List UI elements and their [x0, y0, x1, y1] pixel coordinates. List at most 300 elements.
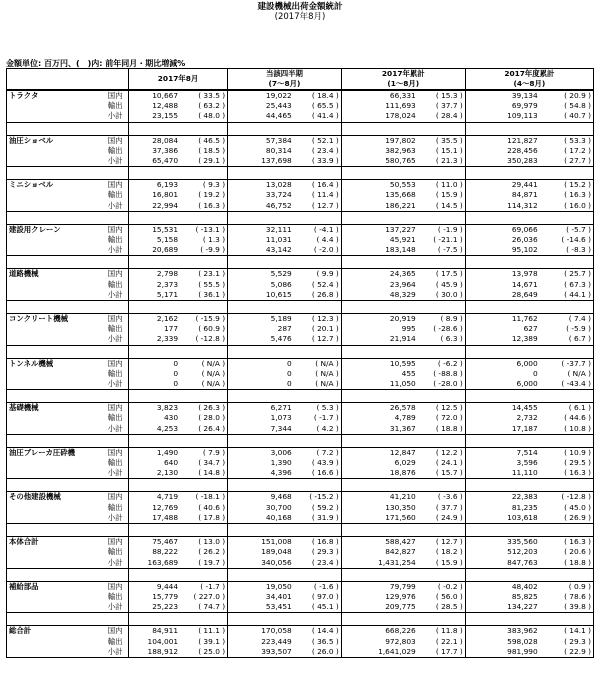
amount-cell: 5,529 — [228, 269, 294, 280]
row-label: 小計 — [106, 290, 129, 301]
amount-cell: 183,148 — [341, 245, 417, 256]
category-name — [7, 146, 106, 156]
row-label: 小計 — [106, 647, 129, 658]
spacer-cell — [418, 524, 466, 537]
category-name: トラクタ — [7, 90, 106, 101]
change-pct-cell: ( 39.1 ) — [198, 636, 226, 646]
change-pct-cell: ( 36.1 ) — [180, 290, 228, 301]
category-name — [7, 513, 106, 524]
change-pct-cell: ( 16.6 ) — [294, 468, 342, 479]
table-body — [7, 90, 594, 657]
change-pct-cell: ( 37.7 ) — [435, 502, 463, 512]
category-name: 道路機械 — [7, 269, 106, 280]
group-spacer — [7, 167, 594, 180]
table-row — [7, 334, 594, 345]
spacer-cell — [465, 345, 539, 358]
change-pct-cell: ( 12.7 ) — [418, 537, 466, 548]
change-pct-cell: ( -28.6 ) — [433, 324, 463, 334]
category-name — [7, 602, 106, 613]
table-row — [7, 135, 594, 146]
table-row — [7, 513, 594, 524]
change-pct-cell: ( 12.3 ) — [294, 314, 342, 325]
table-row — [7, 245, 594, 256]
table-row — [7, 290, 594, 301]
amount-cell: 15,779 — [128, 592, 180, 602]
change-pct-cell: ( 6.1 ) — [540, 403, 594, 414]
row-label: 小計 — [106, 334, 129, 345]
category-name: その他建設機械 — [7, 492, 106, 503]
change-pct-cell: ( 22.1 ) — [435, 636, 463, 646]
spacer-cell — [341, 434, 417, 447]
spacer-cell — [228, 613, 294, 626]
change-pct-cell: ( 15.7 ) — [418, 468, 466, 479]
amount-cell: 2,130 — [128, 468, 180, 479]
change-pct-cell: ( -1.9 ) — [418, 224, 466, 235]
spacer-cell — [465, 434, 539, 447]
change-pct-cell: ( 11.8 ) — [418, 626, 466, 637]
row-label: 国内 — [106, 403, 129, 414]
row-label: 小計 — [106, 513, 129, 524]
category-name — [7, 379, 106, 390]
spacer-cell — [128, 479, 180, 492]
amount-cell: 847,763 — [465, 558, 539, 569]
change-pct-cell: ( N/A ) — [180, 379, 228, 390]
change-pct-cell: ( -12.8 ) — [180, 334, 228, 345]
spacer-cell — [7, 479, 106, 492]
amount-cell: 34,401 — [228, 592, 294, 602]
row-label: 輸出 — [107, 458, 123, 468]
amount-cell: 57,384 — [228, 135, 294, 146]
amount-cell: 4,396 — [228, 468, 294, 479]
change-pct-cell: ( 41.4 ) — [294, 111, 342, 122]
spacer-cell — [228, 524, 294, 537]
change-pct-cell: ( 20.6 ) — [540, 547, 594, 557]
amount-cell: 84,911 — [128, 626, 180, 637]
spacer-cell — [418, 256, 466, 269]
change-pct-cell: ( 72.0 ) — [435, 413, 463, 423]
change-pct-cell: ( N/A ) — [540, 369, 594, 379]
category-name — [7, 235, 106, 245]
amount-cell: 627 — [465, 324, 539, 334]
group-spacer — [7, 524, 594, 537]
change-pct-cell: ( 11.4 ) — [311, 190, 339, 200]
change-pct-cell: ( 17.8 ) — [180, 513, 228, 524]
change-pct-cell: ( 6.3 ) — [418, 334, 466, 345]
change-pct-cell: ( 23.1 ) — [180, 269, 228, 280]
header-blank — [7, 69, 129, 91]
amount-cell: 430 — [128, 413, 180, 423]
row-label: 輸出 — [107, 324, 123, 334]
change-pct-cell: ( 14.4 ) — [294, 626, 342, 637]
spacer-cell — [294, 167, 342, 180]
change-pct-cell: ( 26.4 ) — [180, 424, 228, 435]
table-row — [7, 492, 594, 503]
change-pct-cell: ( 4.4 ) — [316, 235, 339, 245]
spacer-cell — [540, 434, 594, 447]
amount-cell: 37,386 — [128, 146, 180, 156]
row-label: 輸出 — [107, 502, 123, 512]
amount-cell: 209,775 — [341, 602, 417, 613]
spacer-cell — [7, 211, 106, 224]
spacer-cell — [128, 524, 180, 537]
header-fiscal-cumulative — [465, 69, 593, 91]
change-pct-cell: ( 54.8 ) — [540, 101, 594, 111]
spacer-cell — [294, 345, 342, 358]
spacer-cell — [7, 301, 106, 314]
spacer-cell — [540, 211, 594, 224]
spacer-cell — [540, 345, 594, 358]
amount-cell: 104,001 — [128, 637, 180, 647]
amount-cell: 350,283 — [465, 156, 539, 167]
amount-cell: 11,110 — [465, 468, 539, 479]
amount-cell: 13,028 — [228, 180, 294, 191]
category-name — [7, 592, 106, 602]
change-pct-cell: ( 12.7 ) — [294, 334, 342, 345]
spacer-cell — [180, 211, 228, 224]
change-pct-cell: ( 34.7 ) — [198, 458, 226, 468]
change-pct-cell: ( 28.4 ) — [418, 111, 466, 122]
spacer-cell — [180, 434, 228, 447]
spacer-cell — [418, 434, 466, 447]
amount-cell: 287 — [228, 324, 294, 334]
change-pct-cell: ( 10.9 ) — [540, 447, 594, 458]
spacer-cell — [7, 167, 106, 180]
category-name: コンクリート機械 — [7, 314, 106, 325]
change-pct-cell: ( N/A ) — [294, 379, 342, 390]
spacer-cell — [106, 479, 129, 492]
row-label: 輸出 — [107, 279, 123, 289]
spacer-cell — [106, 211, 129, 224]
spacer-cell — [128, 390, 180, 403]
spacer-cell — [106, 122, 129, 135]
amount-cell: 0 — [228, 369, 294, 379]
change-pct-cell: ( 65.5 ) — [311, 101, 339, 111]
amount-cell: 20,689 — [128, 245, 180, 256]
category-name — [7, 280, 106, 290]
spacer-cell — [228, 211, 294, 224]
row-label: 小計 — [106, 156, 129, 167]
change-pct-cell: ( 33.9 ) — [294, 156, 342, 167]
amount-cell: 5,158 — [128, 235, 180, 245]
category-name — [7, 334, 106, 345]
category-name — [7, 503, 106, 513]
amount-cell: 26,578 — [341, 403, 417, 414]
amount-cell: 23,964 — [341, 280, 417, 290]
amount-cell: 0 — [128, 358, 180, 369]
change-pct-cell: ( 17.2 ) — [540, 146, 594, 156]
change-pct-cell: ( -5.9 ) — [540, 324, 594, 334]
amount-cell: 85,825 — [465, 592, 539, 602]
spacer-cell — [540, 524, 594, 537]
change-pct-cell: ( 7.2 ) — [294, 447, 342, 458]
change-pct-cell: ( 19.7 ) — [180, 558, 228, 569]
change-pct-cell: ( -21.1 ) — [433, 235, 463, 245]
change-pct-cell: ( 9.3 ) — [180, 180, 228, 191]
amount-cell: 972,803 — [341, 637, 417, 647]
change-pct-cell: ( 21.3 ) — [418, 156, 466, 167]
change-pct-cell: ( -12.8 ) — [540, 492, 594, 503]
spacer-cell — [228, 390, 294, 403]
table-row — [7, 369, 594, 379]
group-spacer — [7, 345, 594, 358]
change-pct-cell: ( 60.9 ) — [198, 324, 226, 334]
change-pct-cell: ( 16.3 ) — [540, 468, 594, 479]
category-name — [7, 547, 106, 557]
amount-cell: 177 — [128, 324, 180, 334]
spacer-cell — [180, 256, 228, 269]
spacer-cell — [465, 479, 539, 492]
amount-cell: 598,028 — [465, 637, 539, 647]
category-name — [7, 290, 106, 301]
amount-cell: 382,963 — [341, 146, 417, 156]
change-pct-cell: ( 16.4 ) — [294, 180, 342, 191]
row-label: 輸出 — [107, 101, 123, 111]
spacer-cell — [418, 167, 466, 180]
spacer-cell — [341, 122, 417, 135]
change-pct-cell: ( 16.0 ) — [540, 201, 594, 212]
change-pct-cell: ( -88.8 ) — [433, 368, 463, 378]
amount-cell: 6,193 — [128, 180, 180, 191]
change-pct-cell: ( 28.0 ) — [198, 413, 226, 423]
amount-cell: 6,000 — [465, 358, 539, 369]
change-pct-cell: ( 17.7 ) — [418, 647, 466, 658]
spacer-cell — [341, 256, 417, 269]
spacer-cell — [180, 568, 228, 581]
table-row — [7, 447, 594, 458]
spacer-cell — [106, 256, 129, 269]
group-spacer — [7, 122, 594, 135]
amount-cell: 25,443 — [228, 101, 294, 111]
change-pct-cell: ( 24.1 ) — [435, 458, 463, 468]
spacer-cell — [228, 568, 294, 581]
spacer-cell — [106, 524, 129, 537]
change-pct-cell: ( 15.3 ) — [418, 90, 466, 101]
spacer-cell — [540, 390, 594, 403]
amount-cell: 512,203 — [465, 547, 539, 557]
spacer-cell — [228, 345, 294, 358]
change-pct-cell: ( 18.8 ) — [540, 558, 594, 569]
spacer-cell — [341, 345, 417, 358]
category-name — [7, 369, 106, 379]
spacer-cell — [341, 211, 417, 224]
spacer-cell — [180, 122, 228, 135]
category-name — [7, 458, 106, 468]
change-pct-cell: ( 26.3 ) — [180, 403, 228, 414]
amount-cell: 32,111 — [228, 224, 294, 235]
change-pct-cell: ( 63.2 ) — [198, 101, 226, 111]
spacer-cell — [294, 122, 342, 135]
header-text: 当該四半期 — [265, 69, 303, 78]
spacer-cell — [180, 390, 228, 403]
category-name: 基礎機械 — [7, 403, 106, 414]
category-name: 油圧ブレーカ圧砕機 — [7, 447, 106, 458]
header-month — [128, 69, 227, 91]
row-label: 国内 — [106, 90, 129, 101]
change-pct-cell: ( 28.5 ) — [418, 602, 466, 613]
amount-cell: 580,765 — [341, 156, 417, 167]
spacer-cell — [465, 167, 539, 180]
change-pct-cell: ( N/A ) — [315, 368, 339, 378]
row-label: 国内 — [106, 447, 129, 458]
change-pct-cell: ( 1.3 ) — [202, 235, 226, 245]
amount-cell: 135,668 — [341, 190, 417, 200]
amount-cell: 75,467 — [128, 537, 180, 548]
change-pct-cell: ( 12.7 ) — [294, 201, 342, 212]
change-pct-cell: ( 12.5 ) — [418, 403, 466, 414]
amount-cell: 0 — [465, 369, 539, 379]
change-pct-cell: ( 24.9 ) — [418, 513, 466, 524]
unit-note: 金額単位: 百万円、( )内: 前年同月・期比増減% — [6, 59, 186, 68]
amount-cell: 31,367 — [341, 424, 417, 435]
change-pct-cell: ( 67.3 ) — [540, 280, 594, 290]
category-name: 補給部品 — [7, 581, 106, 592]
spacer-cell — [180, 301, 228, 314]
amount-cell: 340,056 — [228, 558, 294, 569]
spacer-cell — [418, 390, 466, 403]
change-pct-cell: ( 8.9 ) — [418, 314, 466, 325]
change-pct-cell: ( 16.3 ) — [540, 190, 594, 200]
change-pct-cell: ( 27.7 ) — [540, 156, 594, 167]
spacer-cell — [228, 256, 294, 269]
table-row — [7, 90, 594, 101]
amount-cell: 66,331 — [341, 90, 417, 101]
category-name — [7, 637, 106, 647]
amount-cell: 137,227 — [341, 224, 417, 235]
spacer-cell — [540, 568, 594, 581]
spacer-cell — [465, 122, 539, 135]
header-text: 2017年8月 — [157, 74, 199, 83]
amount-cell: 53,451 — [228, 602, 294, 613]
change-pct-cell: ( 25.0 ) — [180, 647, 228, 658]
category-name — [7, 424, 106, 435]
amount-cell: 81,235 — [465, 503, 539, 513]
amount-cell: 223,449 — [228, 637, 294, 647]
spacer-cell — [7, 390, 106, 403]
change-pct-cell: ( 7.4 ) — [540, 314, 594, 325]
row-label: 輸出 — [107, 413, 123, 423]
change-pct-cell: ( -1.7 ) — [180, 581, 228, 592]
change-pct-cell: ( 35.5 ) — [418, 135, 466, 146]
row-label: 国内 — [106, 492, 129, 503]
table-row — [7, 269, 594, 280]
amount-cell: 41,210 — [341, 492, 417, 503]
table-row — [7, 314, 594, 325]
spacer-cell — [128, 345, 180, 358]
change-pct-cell: ( -8.3 ) — [540, 245, 594, 256]
header-text: 2017年度累計 — [504, 69, 555, 78]
spacer-cell — [180, 345, 228, 358]
amount-cell: 2,339 — [128, 334, 180, 345]
spacer-cell — [128, 613, 180, 626]
spacer-cell — [106, 434, 129, 447]
amount-cell: 6,029 — [341, 458, 417, 468]
spacer-cell — [106, 167, 129, 180]
amount-cell: 80,314 — [228, 146, 294, 156]
change-pct-cell: ( 16.3 ) — [540, 537, 594, 548]
table-row — [7, 637, 594, 647]
category-name: 建設用クレーン — [7, 224, 106, 235]
row-label: 輸出 — [107, 591, 123, 601]
category-name — [7, 201, 106, 212]
spacer-cell — [7, 256, 106, 269]
change-pct-cell: ( -5.7 ) — [540, 224, 594, 235]
change-pct-cell: ( 19.2 ) — [198, 190, 226, 200]
change-pct-cell: ( 0.9 ) — [540, 581, 594, 592]
amount-cell: 13,978 — [465, 269, 539, 280]
spacer-cell — [128, 122, 180, 135]
change-pct-cell: ( 36.5 ) — [311, 636, 339, 646]
spacer-cell — [228, 479, 294, 492]
amount-cell: 10,667 — [128, 90, 180, 101]
change-pct-cell: ( -3.6 ) — [418, 492, 466, 503]
header-quarter — [228, 69, 342, 91]
change-pct-cell: ( 25.7 ) — [540, 269, 594, 280]
spacer-cell — [465, 301, 539, 314]
amount-cell: 228,456 — [465, 146, 539, 156]
spacer-cell — [128, 256, 180, 269]
change-pct-cell: ( N/A ) — [180, 358, 228, 369]
table-row — [7, 413, 594, 423]
change-pct-cell: ( 29.3 ) — [540, 637, 594, 647]
row-label: 国内 — [106, 626, 129, 637]
change-pct-cell: ( 14.8 ) — [180, 468, 228, 479]
table-row — [7, 324, 594, 334]
spacer-cell — [540, 167, 594, 180]
amount-cell: 3,596 — [465, 458, 539, 468]
amount-cell: 178,024 — [341, 111, 417, 122]
category-name — [7, 190, 106, 200]
spacer-cell — [128, 167, 180, 180]
shipment-table — [6, 68, 594, 658]
spacer-cell — [294, 390, 342, 403]
spacer-cell — [465, 568, 539, 581]
amount-cell: 188,912 — [128, 647, 180, 658]
change-pct-cell: ( 9.9 ) — [294, 269, 342, 280]
spacer-cell — [418, 345, 466, 358]
table-row — [7, 503, 594, 513]
amount-cell: 14,455 — [465, 403, 539, 414]
table-row — [7, 602, 594, 613]
spacer-cell — [465, 211, 539, 224]
change-pct-cell: ( 55.5 ) — [198, 279, 226, 289]
change-pct-cell: ( 15.9 ) — [435, 190, 463, 200]
amount-cell: 170,058 — [228, 626, 294, 637]
amount-cell: 12,847 — [341, 447, 417, 458]
amount-cell: 186,221 — [341, 201, 417, 212]
change-pct-cell: ( 13.0 ) — [180, 537, 228, 548]
change-pct-cell: ( 33.5 ) — [180, 90, 228, 101]
change-pct-cell: ( 17.5 ) — [418, 269, 466, 280]
row-label: 輸出 — [107, 235, 123, 245]
amount-cell: 7,344 — [228, 424, 294, 435]
amount-cell: 11,762 — [465, 314, 539, 325]
amount-cell: 19,050 — [228, 581, 294, 592]
spacer-cell — [540, 613, 594, 626]
change-pct-cell: ( 45.0 ) — [540, 503, 594, 513]
spacer-cell — [7, 434, 106, 447]
row-label: 国内 — [106, 314, 129, 325]
row-label: 国内 — [106, 358, 129, 369]
amount-cell: 15,531 — [128, 224, 180, 235]
change-pct-cell: ( 6.7 ) — [540, 334, 594, 345]
amount-cell: 17,488 — [128, 513, 180, 524]
change-pct-cell: ( 10.8 ) — [540, 424, 594, 435]
change-pct-cell: ( -1.6 ) — [294, 581, 342, 592]
change-pct-cell: ( 7.9 ) — [180, 447, 228, 458]
group-spacer — [7, 613, 594, 626]
amount-cell: 11,031 — [228, 235, 294, 245]
change-pct-cell: ( 26.9 ) — [540, 513, 594, 524]
